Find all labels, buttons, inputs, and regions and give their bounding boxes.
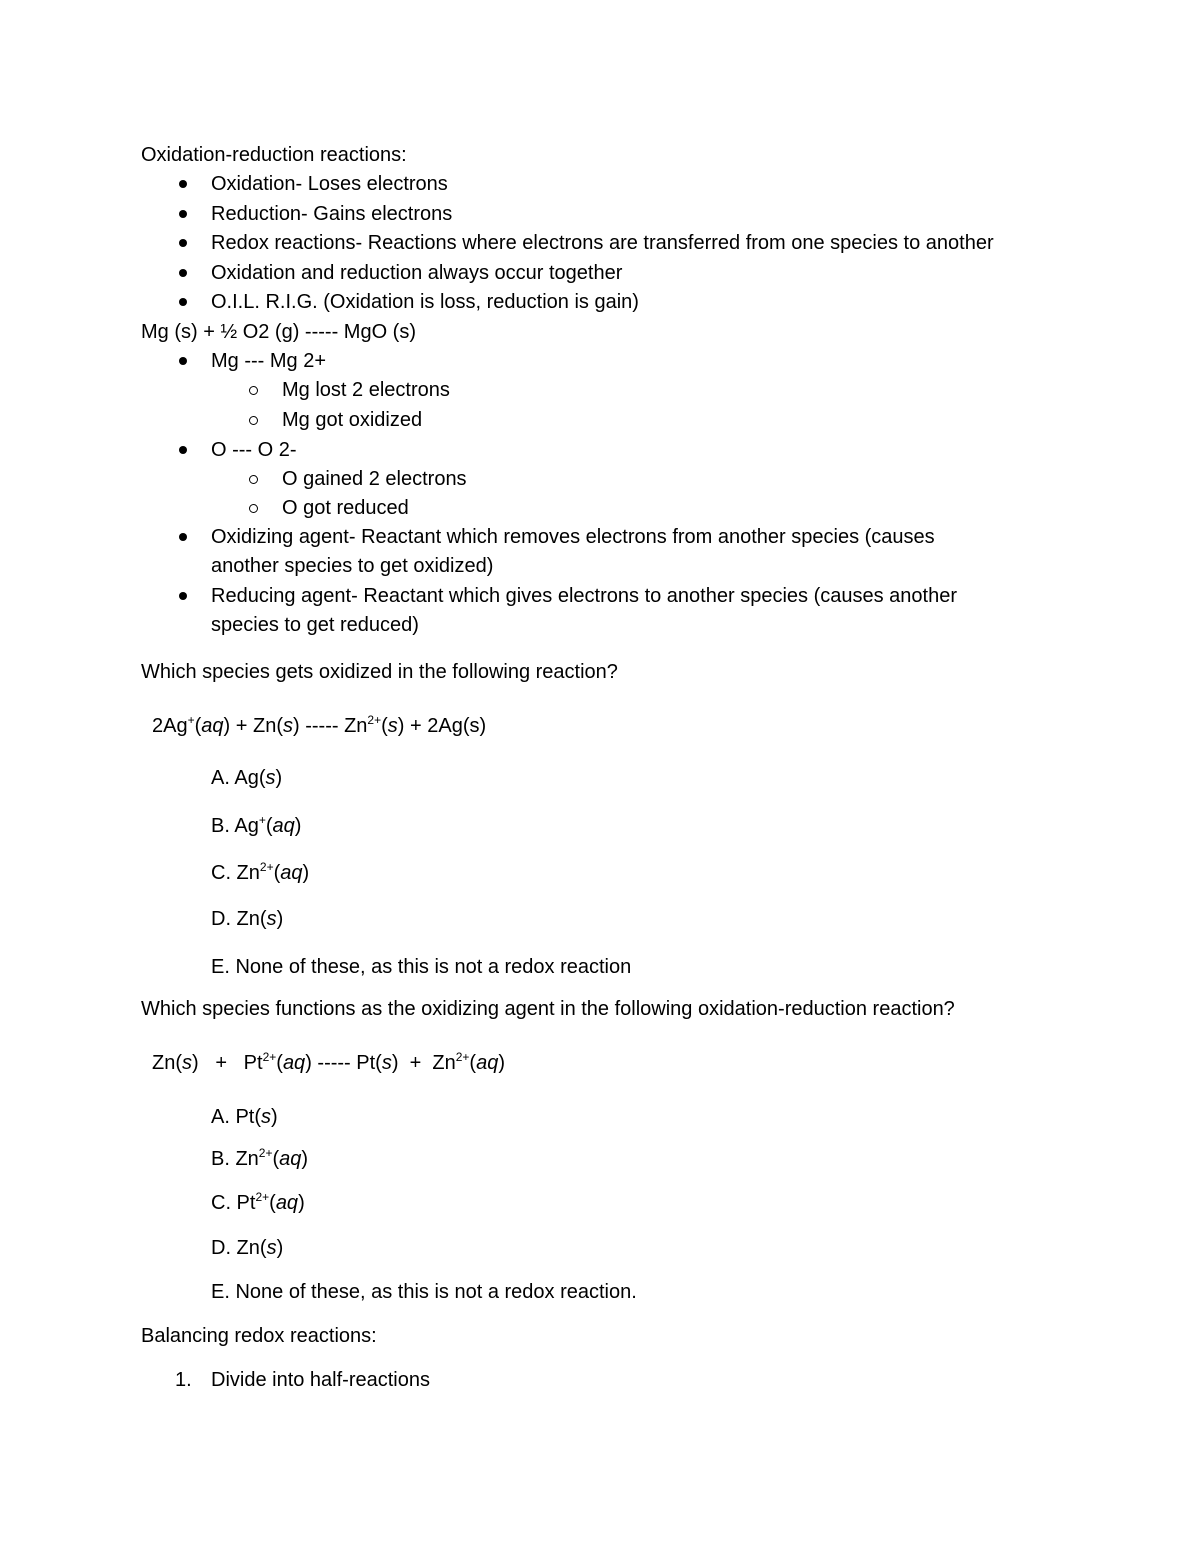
bullet-icon — [179, 269, 187, 277]
sub-bullet-icon — [249, 504, 258, 513]
q2-option-b: B. $Zn^{2+}(aq)$ — [211, 1146, 309, 1170]
bullet-icon — [179, 239, 187, 247]
q2-option-c: C. $Pt^{2+}(aq)$ — [211, 1190, 305, 1214]
equation-q1: 2Ag+(aq) + Zn(s) ----- $Zn^{2+}(s) + 2Ag(s)$ — [152, 713, 487, 737]
bullet-icon — [179, 533, 187, 541]
bullet-reducing-agent-line1: Reducing agent- Reactant which gives electrons to another species (causes another — [211, 585, 957, 607]
sub-bullet-o-gained: O gained 2 electrons — [282, 468, 467, 490]
sub-bullet-mg-oxidized: Mg got oxidized — [282, 409, 423, 431]
equation-mg: Mg (s) + ½ O2 (g) ----- MgO (s) — [141, 321, 416, 343]
q1-option-c: C. $Zn^{2+}(aq)$ — [211, 860, 310, 884]
bullet-icon — [179, 592, 187, 600]
section-heading-redox: Oxidation-reduction reactions: — [141, 144, 407, 166]
bullet-oil-rig: O.I.L. R.I.G. (Oxidation is loss, reduction is gain) — [211, 291, 639, 313]
bullet-o: O --- O 2- — [211, 439, 297, 461]
bullet-icon — [179, 298, 187, 306]
question-1: Which species gets oxidized in the following reaction? — [141, 661, 618, 683]
equation-q2: $Zn(s) + Pt^{2+}(aq)$ ----- $Pt(s) + Zn^{2+}(aq)$ — [152, 1050, 506, 1074]
bullet-occur-together: Oxidation and reduction always occur together — [211, 262, 623, 284]
bullet-oxidizing-agent-line2: another species to get oxidized) — [211, 555, 494, 577]
q2-option-d: D. Zn(s) — [211, 1237, 284, 1259]
step-divide-half-reactions: Divide into half-reactions — [211, 1369, 430, 1391]
sub-bullet-icon — [249, 416, 258, 425]
q1-option-e: E. None of these, as this is not a redox reaction — [211, 956, 632, 978]
bullet-oxidation: Oxidation- Loses electrons — [211, 173, 448, 195]
bullet-icon — [179, 210, 187, 218]
sub-bullet-mg-lost: Mg lost 2 electrons — [282, 379, 450, 401]
sub-bullet-icon — [249, 386, 258, 395]
bullet-reduction: Reduction- Gains electrons — [211, 203, 453, 225]
step-number: 1. — [175, 1369, 192, 1391]
q2-option-a: A. Pt(s) — [211, 1106, 278, 1128]
sub-bullet-icon — [249, 475, 258, 484]
bullet-icon — [179, 357, 187, 365]
q1-option-d: D. Zn(s) — [211, 908, 284, 930]
sub-bullet-o-reduced: O got reduced — [282, 497, 409, 519]
q2-option-e: E. None of these, as this is not a redox reaction. — [211, 1281, 637, 1303]
q1-option-b: B. Ag+(aq) — [211, 813, 302, 837]
q1-option-a: A. Ag(s) — [211, 767, 283, 789]
bullet-icon — [179, 180, 187, 188]
bullet-icon — [179, 446, 187, 454]
bullet-mg: Mg --- Mg 2+ — [211, 350, 327, 372]
section-heading-balancing: Balancing redox reactions: — [141, 1325, 377, 1347]
bullet-redox-reactions: Redox reactions- Reactions where electrons are transferred from one species to another — [211, 232, 994, 254]
bullet-reducing-agent-line2: species to get reduced) — [211, 614, 419, 636]
bullet-oxidizing-agent-line1: Oxidizing agent- Reactant which removes electrons from another species (causes — [211, 526, 935, 548]
question-2: Which species functions as the oxidizing agent in the following oxidation-reduction reaction? — [141, 998, 955, 1020]
